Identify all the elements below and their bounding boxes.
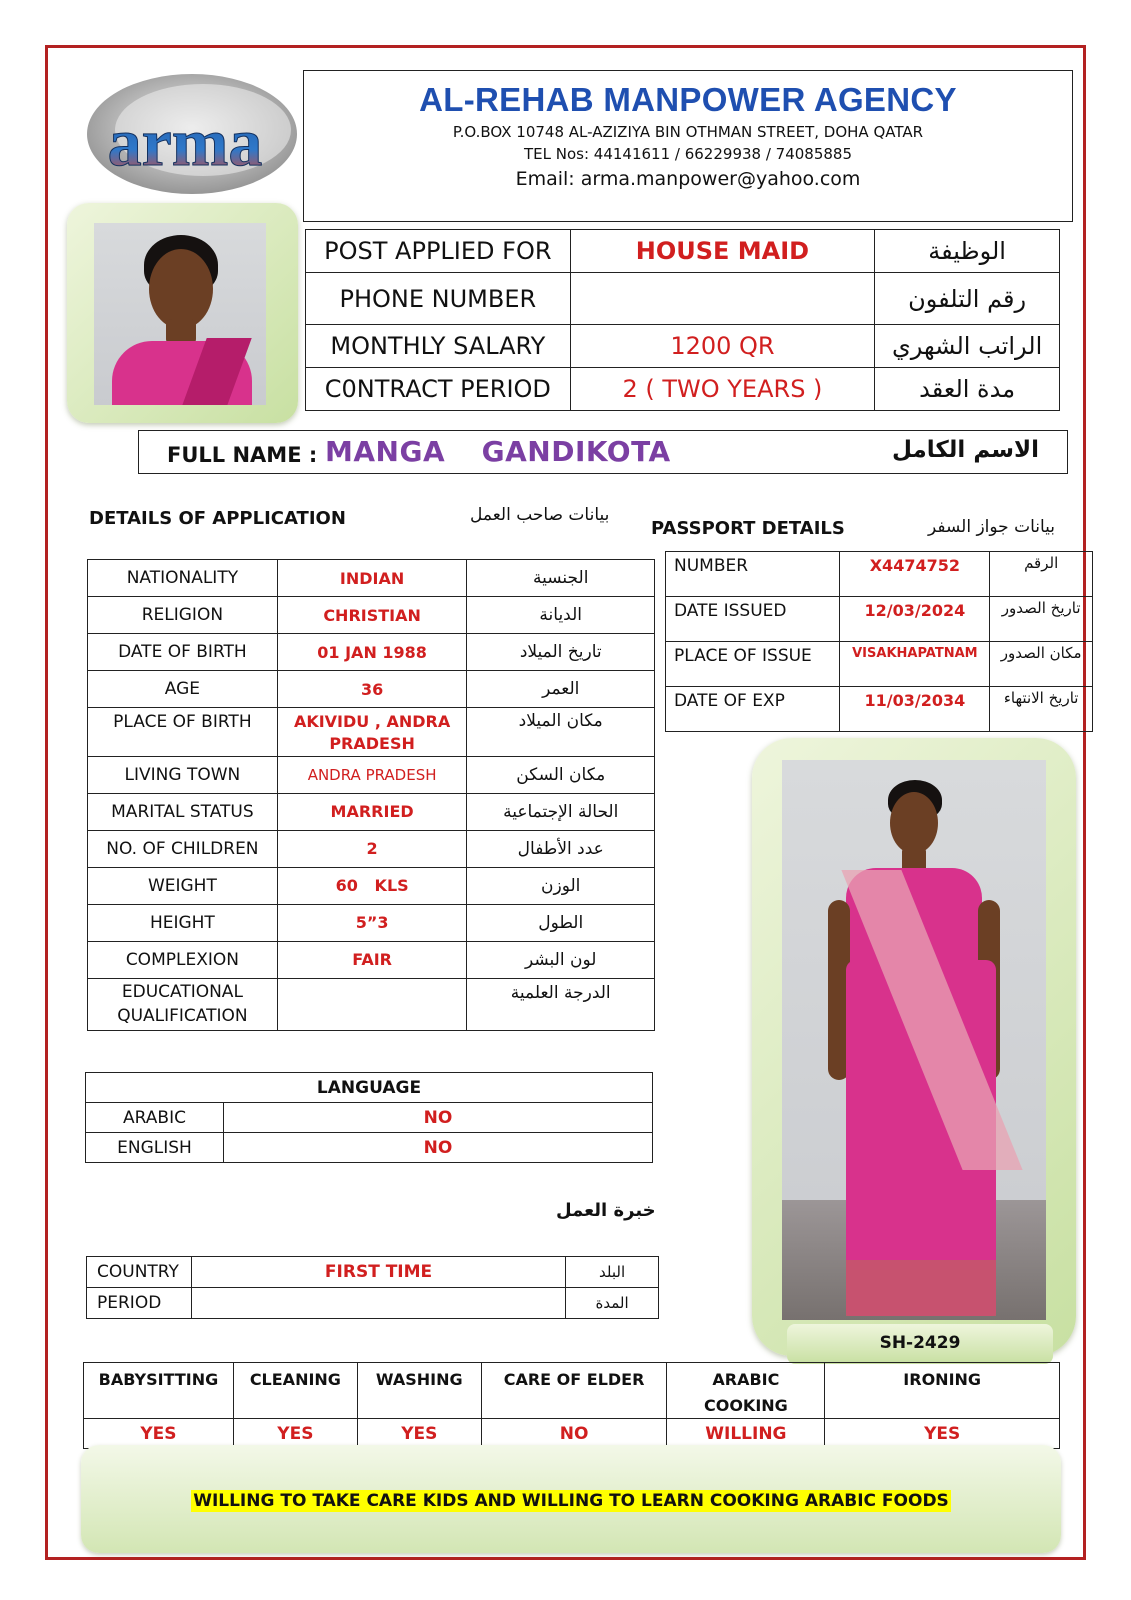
table-row [306, 230, 1060, 273]
skill-value: WILLING [667, 1419, 825, 1449]
skill-label: CLEANING [233, 1363, 357, 1419]
job-label: MONTHLY SALARY [306, 325, 571, 368]
detail-label: RELIGION [88, 597, 278, 634]
agency-name: AL-REHAB MANPOWER AGENCY [419, 81, 957, 118]
experience-value: FIRST TIME [191, 1257, 565, 1288]
table-row [88, 830, 655, 867]
language-table [85, 1072, 653, 1163]
table-row [666, 552, 1093, 597]
passport-label: PLACE OF ISSUE [666, 642, 840, 687]
detail-label: DATE OF BIRTH [88, 634, 278, 671]
job-label-ar: مدة العقد [875, 368, 1060, 411]
table-row [87, 1288, 659, 1319]
full-name-box [138, 430, 1068, 474]
detail-label: PLACE OF BIRTH [88, 708, 278, 757]
full-name-label-ar: الاسم الكامل [892, 437, 1039, 463]
job-label-ar: رقم التلفون [875, 273, 1060, 325]
passport-label-ar: تاريخ الانتهاء [990, 687, 1093, 732]
agency-header [303, 70, 1073, 222]
language-value: NO [224, 1133, 653, 1163]
full-body-photo-frame [752, 738, 1076, 1356]
passport-label: DATE OF EXP [666, 687, 840, 732]
skill-label: BABYSITTING [84, 1363, 234, 1419]
table-row [666, 642, 1093, 687]
experience-label-ar: المدة [566, 1288, 659, 1319]
experience-label-ar: البلد [566, 1257, 659, 1288]
detail-label-ar: تاريخ الميلاد [467, 634, 655, 671]
table-row [86, 1073, 653, 1103]
detail-label-ar: العمر [467, 671, 655, 708]
detail-value: AKIVIDU , ANDRA PRADESH [277, 708, 467, 757]
job-label: PHONE NUMBER [306, 273, 571, 325]
table-row [88, 671, 655, 708]
experience-value [191, 1288, 565, 1319]
passport-value: 11/03/2034 [840, 687, 990, 732]
portrait-photo-frame [67, 203, 298, 423]
portrait-photo [94, 223, 266, 405]
passport-value: X4474752 [840, 552, 990, 597]
passport-label: NUMBER [666, 552, 840, 597]
table-row [88, 708, 655, 757]
skill-value: YES [357, 1419, 481, 1449]
passport-value: VISAKHAPATNAM [840, 642, 990, 687]
job-value: HOUSE MAID [570, 230, 875, 273]
detail-value [277, 978, 467, 1030]
language-value: NO [224, 1103, 653, 1133]
skill-value: NO [481, 1419, 667, 1449]
remarks-box [81, 1445, 1061, 1553]
agency-phones: TEL Nos: 44141611 / 66229938 / 74085885 [523, 145, 853, 163]
detail-label-ar: الطول [467, 904, 655, 941]
job-value: 1200 QR [570, 325, 875, 368]
passport-label-ar: تاريخ الصدور [990, 597, 1093, 642]
detail-value: FAIR [277, 941, 467, 978]
table-row [306, 273, 1060, 325]
experience-table [86, 1256, 659, 1319]
language-label: ARABIC [86, 1103, 224, 1133]
detail-label-ar: الجنسية [467, 560, 655, 597]
table-row [86, 1103, 653, 1133]
passport-value: 12/03/2024 [840, 597, 990, 642]
passport-details-table [665, 551, 1093, 732]
application-title-ar: بيانات صاحب العمل [470, 505, 610, 525]
detail-label: MARITAL STATUS [88, 793, 278, 830]
full-body-photo [782, 760, 1046, 1320]
logo-text: arma [107, 104, 263, 180]
table-row [88, 793, 655, 830]
passport-title-ar: بيانات جواز السفر [928, 517, 1056, 537]
application-details-table [87, 559, 655, 1031]
detail-label: WEIGHT [88, 867, 278, 904]
agency-logo [85, 72, 300, 197]
detail-label-ar: عدد الأطفال [467, 830, 655, 867]
job-value [570, 273, 875, 325]
full-name-label: FULL NAME : [167, 443, 318, 467]
table-row [87, 1257, 659, 1288]
application-title: DETAILS OF APPLICATION [89, 508, 346, 529]
detail-label-ar: الديانة [467, 597, 655, 634]
table-row [88, 756, 655, 793]
reference-code-badge: SH-2429 [787, 1324, 1053, 1364]
skills-table [83, 1362, 1060, 1449]
detail-value: 60 KLS [277, 867, 467, 904]
passport-title: PASSPORT DETAILS [651, 518, 845, 539]
detail-label: NATIONALITY [88, 560, 278, 597]
skill-label: ARABIC COOKING [667, 1363, 825, 1419]
detail-label-ar: مكان الميلاد [467, 708, 655, 757]
table-row [88, 904, 655, 941]
experience-label: COUNTRY [87, 1257, 192, 1288]
table-row [88, 560, 655, 597]
detail-value: 01 JAN 1988 [277, 634, 467, 671]
table-row [88, 867, 655, 904]
job-info-table [305, 229, 1060, 411]
detail-value: INDIAN [277, 560, 467, 597]
table-row [666, 687, 1093, 732]
detail-value: 2 [277, 830, 467, 867]
table-row [88, 634, 655, 671]
experience-label: PERIOD [87, 1288, 192, 1319]
skill-label: CARE OF ELDER [481, 1363, 667, 1419]
agency-email: Email: arma.manpower@yahoo.com [515, 168, 861, 190]
detail-value: 5”3 [277, 904, 467, 941]
detail-label-ar: مكان السكن [467, 756, 655, 793]
detail-label-ar: الحالة الإجتماعية [467, 793, 655, 830]
detail-label: EDUCATIONAL QUALIFICATION [88, 978, 278, 1030]
detail-label: LIVING TOWN [88, 756, 278, 793]
skill-value: YES [233, 1419, 357, 1449]
passport-label-ar: الرقم [990, 552, 1093, 597]
detail-label: AGE [88, 671, 278, 708]
passport-label: DATE ISSUED [666, 597, 840, 642]
detail-label-ar: الوزن [467, 867, 655, 904]
job-label: C0NTRACT PERIOD [306, 368, 571, 411]
detail-label: HEIGHT [88, 904, 278, 941]
detail-value: ANDRA PRADESH [277, 756, 467, 793]
detail-label-ar: الدرجة العلمية [467, 978, 655, 1030]
full-name-value: MANGA GANDIKOTA [325, 435, 671, 468]
table-row [84, 1363, 1060, 1419]
language-label: ENGLISH [86, 1133, 224, 1163]
skill-label: IRONING [825, 1363, 1060, 1419]
detail-label: NO. OF CHILDREN [88, 830, 278, 867]
table-row [306, 368, 1060, 411]
table-row [306, 325, 1060, 368]
skill-label: WASHING [357, 1363, 481, 1419]
passport-label-ar: مكان الصدور [990, 642, 1093, 687]
table-row [88, 941, 655, 978]
language-title: LANGUAGE [86, 1073, 653, 1103]
remarks-text: WILLING TO TAKE CARE KIDS AND WILLING TO LEARN COOKING ARABIC FOODS [193, 1491, 949, 1511]
experience-title-ar: خبرة العمل [556, 1200, 656, 1221]
table-row [666, 597, 1093, 642]
job-label: POST APPLIED FOR [306, 230, 571, 273]
detail-value: MARRIED [277, 793, 467, 830]
skill-value: YES [825, 1419, 1060, 1449]
detail-label: COMPLEXION [88, 941, 278, 978]
job-label-ar: الوظيفة [875, 230, 1060, 273]
detail-value: CHRISTIAN [277, 597, 467, 634]
detail-value: 36 [277, 671, 467, 708]
table-row [86, 1133, 653, 1163]
detail-label-ar: لون البشر [467, 941, 655, 978]
job-value: 2 ( TWO YEARS ) [570, 368, 875, 411]
job-label-ar: الراتب الشهري [875, 325, 1060, 368]
table-row [88, 978, 655, 1030]
table-row [88, 597, 655, 634]
skill-value: YES [84, 1419, 234, 1449]
agency-address: P.O.BOX 10748 AL-AZIZIYA BIN OTHMAN STREET, DOHA QATAR [452, 123, 924, 141]
